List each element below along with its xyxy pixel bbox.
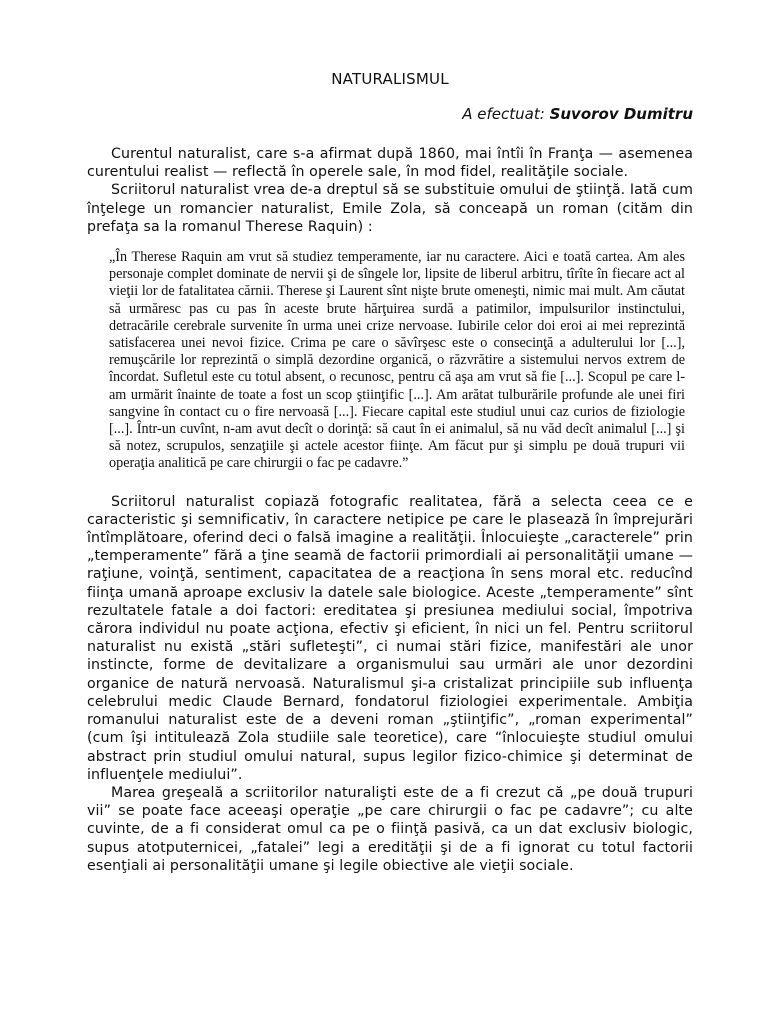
author-line — [87, 105, 693, 123]
paragraph-conclusion: Marea greşeală a scriitorilor naturalişti este de a fi crezut că „pe două trupuri vii” se poate face aceeaşi operaţie „pe care chirurgii o fac pe cadavre”; cu alte cuvinte, de a fi considerat omul ca pe o fiinţă pasivă, ca un dat exclusiv biologic, supus atotputernicei, „fatalei” legi a eredităţii şi de a fi ignorat cu totul factorii esenţiali ai personalităţii umane şi legile obiective ale vieţii sociale. — [87, 784, 693, 874]
document-page — [87, 70, 693, 875]
document-title: NATURALISMUL — [331, 70, 449, 88]
paragraph-zola-intro: Scriitorul naturalist vrea de-a dreptul să se substituie omului de ştiinţă. Iată cum înţelege un romancier naturalist, Emile Zola, să conceapă un roman (cităm din prefaţa sa la romanul Therese Raquin) : — [87, 182, 693, 235]
author-label: A efectuat: — [462, 105, 550, 123]
zola-quote: „În Therese Raquin am vrut să studiez temperamente, iar nu caractere. Aici e toată cartea. Am ales personaje complet dominate de nervii şi de sîngele lor, lipsite de liberul arbitru, tîrîte în fiecare act al vieţii lor de fatalitatea cărnii. Therese şi Laurent sînt nişte brute omeneşti, nimic mai mult. Am căutat să urmăresc pas cu pas în aceste brute hărţuirea surdă a patimilor, impulsurilor instinctului, detracările cerebrale survenite în urma unei crize nervoase. Iubirile celor doi eroi ai mei reprezintă satisfacerea unei nevoi fizice. Crima pe care o săvîrşesc este o consecinţă a adulterului lor [...], remuşcările lor reprezintă o simplă dezordine organică, o răzvrătire a sistemului nervos extrem de încordat. Sufletul este cu totul absent, o recunosc, pentru că aşa am vrut să fie [...]. Scopul pe care l-am urmărit înainte de toate a fost un scop ştiinţific [...]. Am arătat tulburările profunde ale unei firi sangvine în contact cu o fire nervoasă [...]. Fiecare capital este studiul unui caz curios de fiziologie [...]. Într-un cuvînt, n-am avut decît o dorinţă: să caut în ei animalul, să nu văd decît animalul [...] şi să notez, scrupulos, senzaţiile şi actele acestor fiinţe. Am făcut pur şi simplu pe două trupuri vii operaţia analitică pe care chirurgii o fac pe cadavre.” — [109, 249, 685, 472]
paragraph-analysis: Scriitorul naturalist copiază fotografic realitatea, fără a selecta ceea ce e caracteristic şi semnificativ, în caractere netipice pe care le plasează în împrejurări întîmplătoare, oferind deci o falsă imagine a realităţii. Înlocuieşte „caracterele” prin „temperamente” fără a ţine seamă de factorii primordiali ai personalităţii umane — raţiune, voinţă, sentiment, capacitatea de a reacţiona în sens moral etc. reducînd fiinţa umană aproape exclusiv la datele sale biologice. Aceste „temperamente” sînt rezultatele fatale a doi factori: ereditatea şi presiunea mediului social, împotriva cărora individul nu poate acţiona, efectiv şi eficient, în nici un fel. Pentru scriitorul naturalist nu există „stări sufleteşti”, ci numai stări fizice, manifestări ale unor instincte, forme de devitalizare a organismului sau urmări ale unor dezordini organice de natură nervoasă. Naturalismul şi-a cristalizat principiile sub influenţa celebrului medic Claude Bernard, fondatorul fiziologiei experimentale. Ambiţia romanului naturalist este de a deveni roman „ştiinţific”, „roman experimental” (cum îşi intitulează Zola studiile sale teoretice), care “înlocuieşte studiul omului abstract prin studiul omului natural, supus legilor fizico-chimice şi determinat de influenţele mediului”. — [87, 493, 693, 783]
author-name: Suvorov Dumitru — [549, 105, 693, 123]
paragraph-intro: Curentul naturalist, care s-a afirmat după 1860, mai întîi în Franţa — asemenea curentului realist — reflectă în operele sale, în mod fidel, realităţile sociale. — [87, 146, 693, 181]
